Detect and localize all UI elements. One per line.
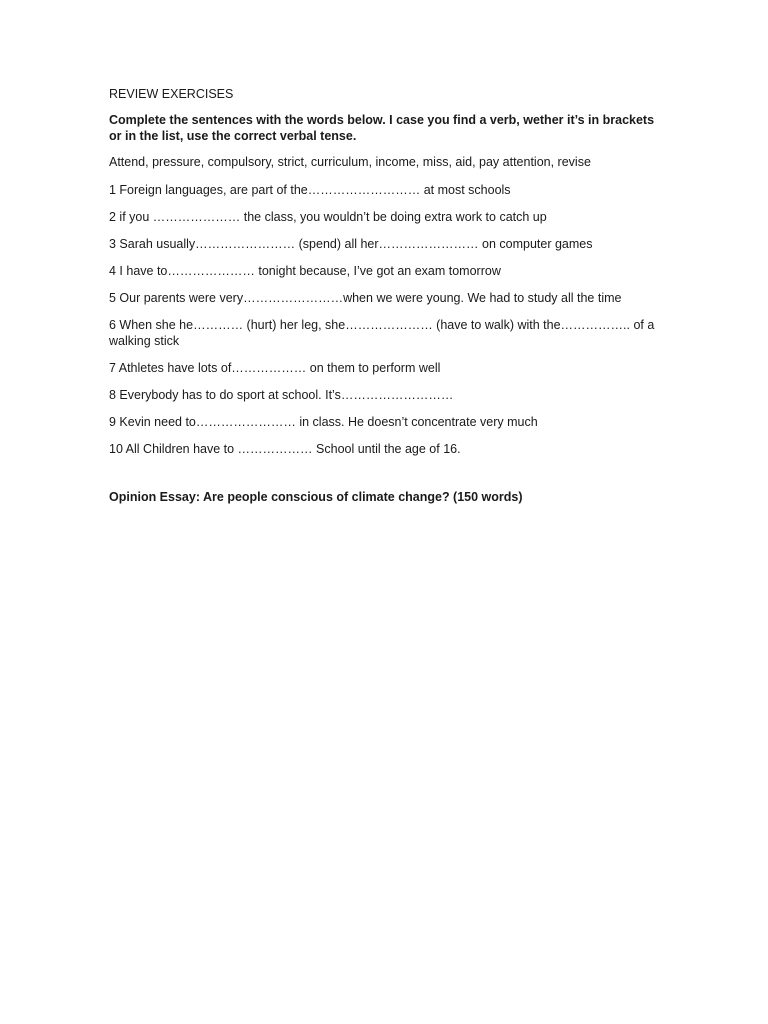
exercise-item: 6 When she he………… (hurt) her leg, she………………… (have to walk) with the…………….. of a walking stick xyxy=(109,318,655,348)
word-list: Attend, pressure, compulsory, strict, curriculum, income, miss, aid, pay attention, revise xyxy=(109,155,591,169)
exercise-item: 4 I have to………………… tonight because, I’ve got an exam tomorrow xyxy=(109,264,501,278)
document-title: REVIEW EXERCISES xyxy=(109,87,234,101)
document-page xyxy=(109,86,669,505)
exercise-item: 5 Our parents were very……………………when we were young. We had to study all the time xyxy=(109,291,622,305)
exercise-item: 10 All Children have to ……………… School until the age of 16. xyxy=(109,442,461,456)
exercise-item: 8 Everybody has to do sport at school. It’s……………………… xyxy=(109,388,454,402)
exercise-item: 9 Kevin need to…………………… in class. He doesn’t concentrate very much xyxy=(109,415,538,429)
exercise-item: 3 Sarah usually…………………… (spend) all her…………………… on computer games xyxy=(109,237,593,251)
exercise-item: 2 if you ………………… the class, you wouldn’t be doing extra work to catch up xyxy=(109,210,547,224)
exercise-item: 1 Foreign languages, are part of the……………………… at most schools xyxy=(109,183,511,197)
instructions-text: Complete the sentences with the words below. I case you find a verb, wether it’s in brackets or in the list, use the correct verbal tense. xyxy=(109,113,655,143)
essay-prompt: Opinion Essay: Are people conscious of climate change? (150 words) xyxy=(109,490,523,504)
exercise-item: 7 Athletes have lots of……………… on them to perform well xyxy=(109,361,441,375)
